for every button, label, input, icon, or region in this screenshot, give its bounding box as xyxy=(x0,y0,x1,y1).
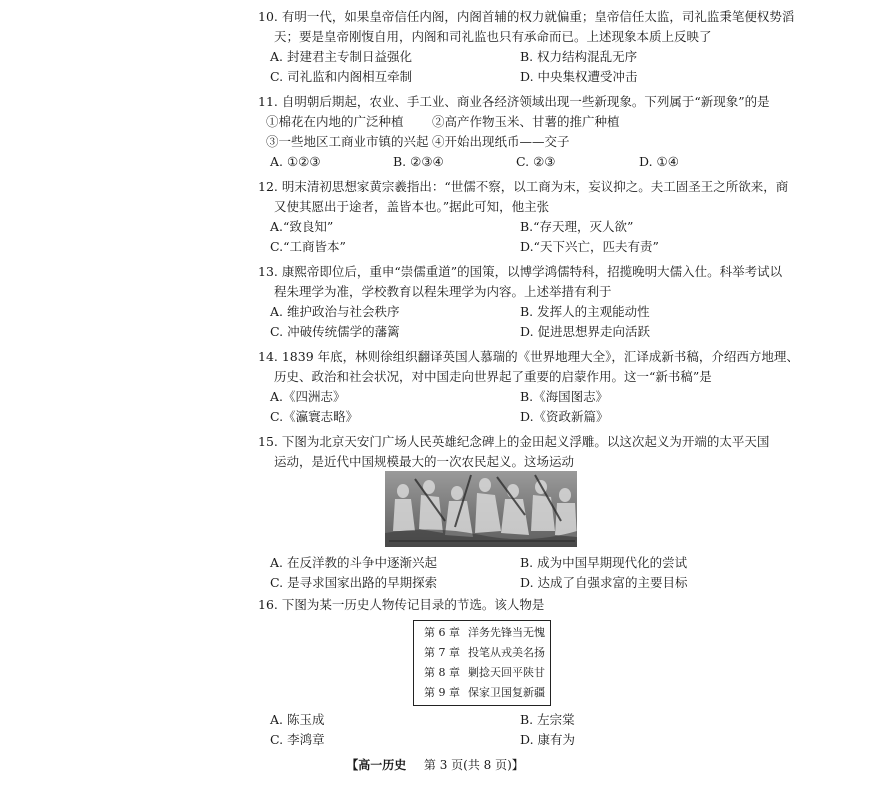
question-15 xyxy=(258,432,818,472)
question-15-stem-line-2: 运动，是近代中国规模最大的一次农民起义。这场运动 xyxy=(274,454,575,469)
option-a[interactable]: A. ①②③ xyxy=(270,154,321,169)
option-d[interactable]: D. 康有为 xyxy=(520,732,576,747)
option-d[interactable]: D. 促进思想界走向活跃 xyxy=(520,324,651,339)
toc-row xyxy=(414,623,550,643)
option-b[interactable]: B. 左宗棠 xyxy=(520,712,575,727)
relief-figures-illustration xyxy=(385,471,577,547)
option-c[interactable]: C. 是寻求国家出路的早期探索 xyxy=(270,575,438,590)
toc-title: 洋务先锋当无愧 xyxy=(468,626,545,639)
question-15-options xyxy=(258,553,818,593)
option-c[interactable]: C. 冲破传统儒学的藩篱 xyxy=(270,324,400,339)
option-d[interactable]: D. ①④ xyxy=(639,154,679,169)
question-15-stem-line-1: 15. 下图为北京天安门广场人民英雄纪念碑上的金田起义浮雕。以这次起义为开端的太平天国 xyxy=(258,434,770,449)
option-c[interactable]: C.“工商皆本” xyxy=(270,239,346,254)
toc-title: 投笔从戎美名扬 xyxy=(468,646,545,659)
question-11-items-row-2 xyxy=(258,132,818,152)
question-12-options-row-1 xyxy=(258,217,818,237)
question-16-options xyxy=(258,710,818,750)
option-b[interactable]: B.“存天理，灭人欲” xyxy=(520,219,634,234)
question-16-options-row-2 xyxy=(258,730,818,750)
question-14-stem-line-1: 14. 1839 年底，林则徐组织翻译英国人慕瑞的《世界地理大全》，汇译成新书稿，介绍西方地理、 xyxy=(258,349,799,364)
question-12-stem-line-1: 12. 明末清初思想家黄宗羲指出：“世儒不察，以工商为末，妄议抑之。夫工固圣王之所欲来，商 xyxy=(258,179,789,194)
item-1: ①棉花在内地的广泛种植 xyxy=(266,114,404,129)
footer-subject: 【高一历史 xyxy=(346,758,407,772)
question-11-stem: 11. 自明朝后期起，农业、手工业、商业各经济领域出现一些新现象。下列属于“新现象”的是 xyxy=(258,94,770,109)
footer-page-number: 第 3 页(共 8 页)】 xyxy=(423,758,524,772)
option-d[interactable]: D.“天下兴亡，匹夫有责” xyxy=(520,239,659,254)
option-b[interactable]: B.《海国图志》 xyxy=(520,389,609,404)
question-10-stem-line-1: 10. 有明一代，如果皇帝信任内阁，内阁首辅的权力就偏重；皇帝信任太监，司礼监秉笔便权势滔 xyxy=(258,9,795,24)
option-a[interactable]: A.“致良知” xyxy=(270,219,334,234)
toc-chapter: 第 9 章 xyxy=(424,686,460,699)
toc-row xyxy=(414,643,550,663)
option-a[interactable]: A. 维护政治与社会秩序 xyxy=(270,304,400,319)
toc-chapter: 第 7 章 xyxy=(424,646,460,659)
toc-row xyxy=(414,683,550,703)
question-14-options-row-2 xyxy=(258,407,818,427)
biography-table-of-contents xyxy=(413,620,551,706)
option-d[interactable]: D.《资政新篇》 xyxy=(520,409,609,424)
question-13-stem-line-2: 程朱理学为准，学校教育以程朱理学为内容。上述举措有利于 xyxy=(274,284,612,299)
question-10 xyxy=(258,7,818,87)
question-11-items-row-1 xyxy=(258,112,818,132)
question-13-options-row-1 xyxy=(258,302,818,322)
page-footer xyxy=(0,756,870,773)
question-12 xyxy=(258,177,818,257)
option-c[interactable]: C.《瀛寰志略》 xyxy=(270,409,359,424)
question-14-options-row-1 xyxy=(258,387,818,407)
option-b[interactable]: B. 成为中国早期现代化的尝试 xyxy=(520,555,688,570)
question-10-options-row-2 xyxy=(258,67,818,87)
question-15-options-row-1 xyxy=(258,553,818,573)
question-12-options-row-2 xyxy=(258,237,818,257)
option-b[interactable]: B. ②③④ xyxy=(393,154,444,169)
question-16 xyxy=(258,595,818,615)
toc-row xyxy=(414,663,550,683)
toc-chapter: 第 8 章 xyxy=(424,666,460,679)
question-13 xyxy=(258,262,818,342)
item-3: ③一些地区工商业市镇的兴起 xyxy=(266,134,429,149)
option-a[interactable]: A. 封建君主专制日益强化 xyxy=(270,49,412,64)
question-11 xyxy=(258,92,818,172)
question-16-options-row-1 xyxy=(258,710,818,730)
option-d[interactable]: D. 中央集权遭受冲击 xyxy=(520,69,638,84)
option-a[interactable]: A. 在反洋教的斗争中逐渐兴起 xyxy=(270,555,437,570)
jintian-uprising-relief-image xyxy=(385,471,577,547)
question-12-stem-line-2: 又使其愿出于途者，盖皆本也。”据此可知，他主张 xyxy=(274,199,550,214)
question-14 xyxy=(258,347,818,427)
option-c[interactable]: C. 司礼监和内阁相互牵制 xyxy=(270,69,413,84)
item-2: ②高产作物玉米、甘薯的推广种植 xyxy=(432,114,620,129)
option-b[interactable]: B. 权力结构混乱无序 xyxy=(520,49,638,64)
question-10-stem-line-2: 天；要是皇帝刚愎自用，内阁和司礼监也只有承命而已。上述现象本质上反映了 xyxy=(274,29,712,44)
question-15-options-row-2 xyxy=(258,573,818,593)
toc-chapter: 第 6 章 xyxy=(424,626,460,639)
option-c[interactable]: C. ②③ xyxy=(516,154,556,169)
option-a[interactable]: A.《四洲志》 xyxy=(270,389,346,404)
question-13-stem-line-1: 13. 康熙帝即位后，重申“崇儒重道”的国策，以博学鸿儒特科，招揽晚明大儒入仕。科举考试以 xyxy=(258,264,783,279)
question-11-options xyxy=(258,152,818,172)
question-16-stem: 16. 下图为某一历史人物传记目录的节选。该人物是 xyxy=(258,597,545,612)
option-a[interactable]: A. 陈玉成 xyxy=(270,712,325,727)
item-4: ④开始出现纸币——交子 xyxy=(432,134,570,149)
question-14-stem-line-2: 历史、政治和社会状况，对中国走向世界起了重要的启蒙作用。这一“新书稿”是 xyxy=(274,369,712,384)
option-d[interactable]: D. 达成了自强求富的主要目标 xyxy=(520,575,688,590)
option-b[interactable]: B. 发挥人的主观能动性 xyxy=(520,304,650,319)
option-c[interactable]: C. 李鸿章 xyxy=(270,732,325,747)
question-13-options-row-2 xyxy=(258,322,818,342)
toc-title: 保家卫国复新疆 xyxy=(468,686,545,699)
question-10-options-row-1 xyxy=(258,47,818,67)
toc-title: 剿捻天回平陕甘 xyxy=(468,666,545,679)
